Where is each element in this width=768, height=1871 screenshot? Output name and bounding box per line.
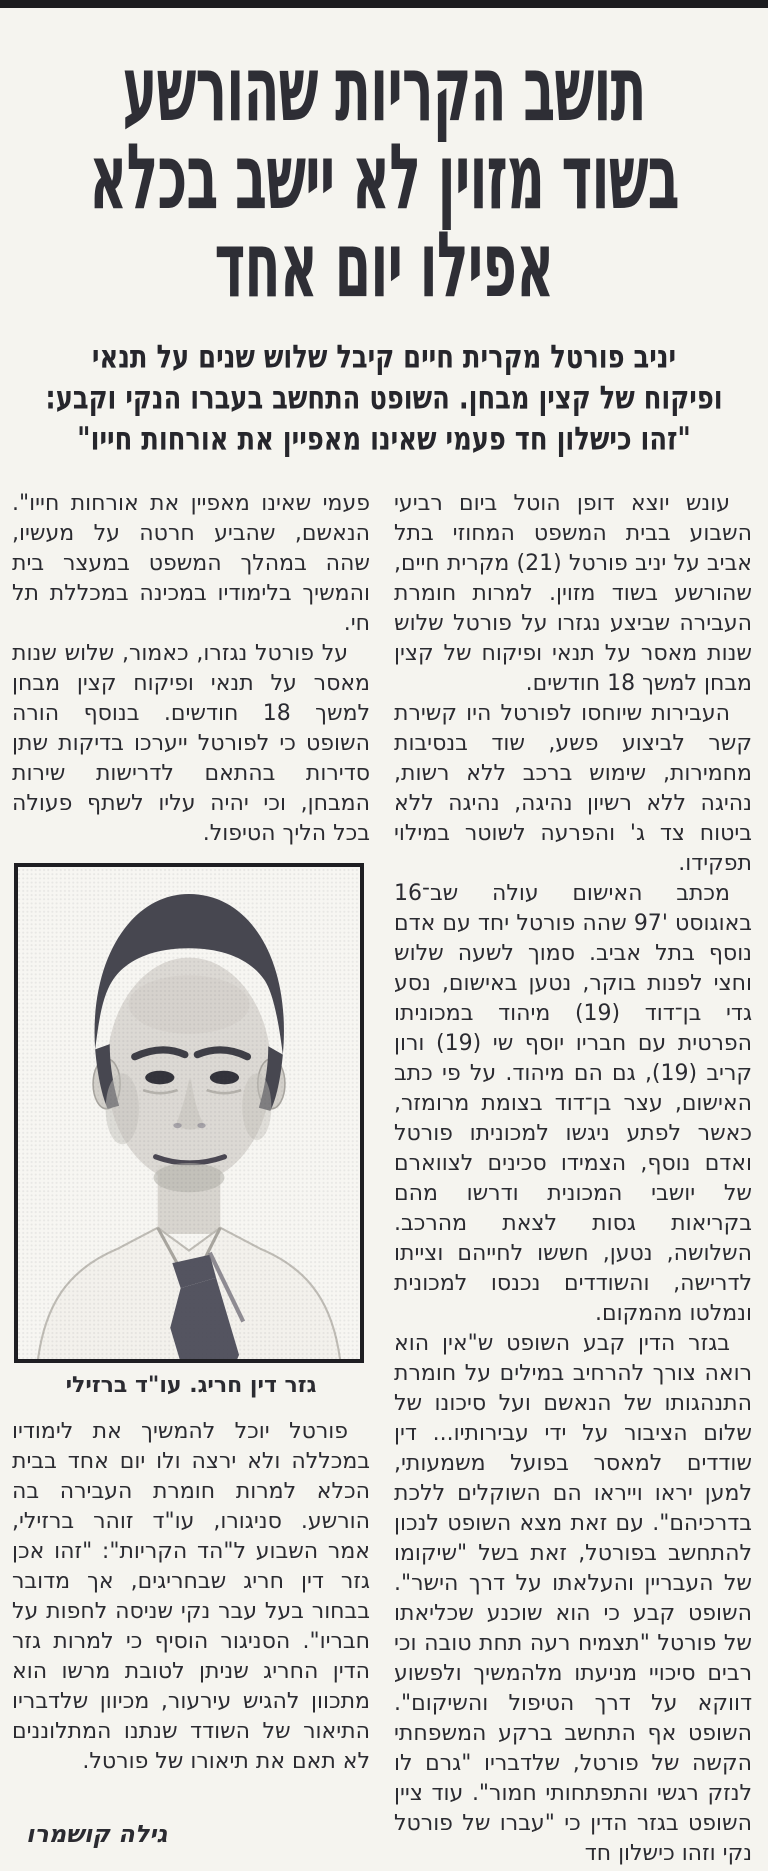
body-paragraph: העבירות שיוחסו לפורטל היו קשירת קשר לביצוע פשע, שוד בנסיבות מחמירות, שימוש ברכב ללא רשות, נהיגה ללא רשיון נהיגה, נהיגה ללא ביטוח צד ג' והפרעה לשוטר במילוי תפקידו.	[394, 701, 752, 876]
body-paragraph: פורטל יוכל להמשיך את לימודיו במכללה ולא ירצה ולו יום אחד בבית הכלא למרות חומרת העבירה בה הורשע. סניגורו, עו"ד זוהר ברזילי, אמר השבוע ל"הד הקריות": "זהו אכן גזר דין חריג שבחריגים, אך מדובר בבחור בעל עבר נקי שניסה לחפות על חבריו". הסניגור הוסיף כי למרות גזר הדין החריג שניתן לטובת מרשו הוא מתכוון להגיש עירעור, מכיוון שלדבריו התיאור של השודד שנתנו המתלוננים לא תאם את תיאורו של פורטל.	[12, 1419, 370, 1774]
headline-line-1: תושב הקריות שהורשע	[122, 37, 646, 143]
portrait-illustration	[18, 867, 360, 1359]
body-paragraph: עונש יוצא דופן הוטל ביום רביעי השבוע בבית המשפט המחוזי בתל אביב על יניב פורטל (21) מקרית חיים, שהורשע בשוד מזוין. למרות חומרת העבירה שביצע נגזרו על פורטל שלוש שנות מאסר על תנאי ופיקוח של קצין מבחן למשך 18 חודשים.	[394, 491, 752, 696]
headline-line-2: בשוד מזוין לא יישב בכלא	[89, 125, 679, 231]
subheadline-line-3: "זהו כישלון חד פעמי שאינו מאפיין את אורחות חייו"	[77, 419, 691, 458]
article-body	[0, 489, 768, 1869]
body-paragraph-continuation: פעמי שאינו מאפיין את אורחות חייו". הנאשם, שהביע חרטה על מעשיו, שהה במהלך המשפט במעצר בית והמשיך בלימודיו במכינה במכללת תל חי.	[12, 491, 370, 636]
headline	[0, 37, 768, 319]
subheadline	[0, 336, 768, 459]
body-paragraph: על פורטל נגזרו, כאמור, שלוש שנות מאסר על תנאי ופיקוח קצין מבחן למשך 18 חודשים. בנוסף הורה השופט כי לפורטל ייערכו בדיקות שתן סדירות בהתאם לדרישות שירות המבחן, וכי יהיה עליו לשתף פעולה בכל הליך הטיפול.	[12, 641, 370, 846]
byline: גילה קושמרו	[26, 1820, 168, 1848]
body-paragraph: בגזר הדין קבע השופט ש"אין הוא רואה צורך להרחיב במילים על חומרת התנהגותו של הנאשם ועל סיכונו של שלום הציבור על ידי עבירותיו... דין שודדים למאסר בפועל משמעותי, למען יראו וייראו הם השוקלים ללכת בדרכיהם". עם זאת מצא השופט לנכון להתחשב בפורטל, זאת בשל "שיקומו של העבריין והעלאתו על דרך הישר". השופט קבע כי הוא שוכנע שכליאתו של פורטל "תצמיח רעה תחת טובה וכי רבים סיכויי מניעתו מלהמשיך ולפשוע דווקא על דרך הטיפול והשיקום". השופט אף התחשב ברקע המשפחתי הקשה של פורטל, שלדבריו "גרם לו לנזק רגשי והתפתחותי חמור". עוד ציין השופט בגזר הדין כי "עברו של פורטל נקי וזהו כישלון חד	[394, 1331, 752, 1866]
column-right	[394, 489, 752, 1869]
photo-caption: גזר דין חריג. עו"ד ברזילי	[65, 1373, 317, 1398]
body-paragraph: מכתב האישום עולה שב־16 באוגוסט '97 שהה פורטל יחד עם אדם נוסף בתל אביב. סמוך לשעה שלוש וחצי לפנות בוקר, נטען באישום, נסע גדי בן־דוד (19) מיהוד במכוניתו הפרטית עם חבריו יוסף שי (19) ורון קריב (19), גם הם מיהוד. על פי כתב האישום, עצר בן־דוד בצומת מרומזר, כאשר לפתע ניגשו למכוניתו פורטל ואדם נוסף, הצמידו סכינים לצווארם של יושבי המכונית ודרשו מהם בקריאות גסות לצאת מהרכב. השלושה, נטען, חששו לחייהם וצייתו לדרישה, והשודדים נכנסו למכונית ונמלטו מהמקום.	[394, 881, 752, 1326]
column-left	[12, 489, 370, 1849]
headline-line-3: אפילו יום אחד	[214, 213, 554, 319]
top-rule	[0, 0, 768, 8]
subheadline-line-1: יניב פורטל מקרית חיים קיבל שלוש שנים על תנאי	[91, 337, 677, 376]
suspect-portrait-photo	[14, 863, 364, 1363]
subheadline-line-2: ופיקוח של קצין מבחן. השופט התחשב בעברו הנקי וקבע:	[45, 378, 723, 417]
